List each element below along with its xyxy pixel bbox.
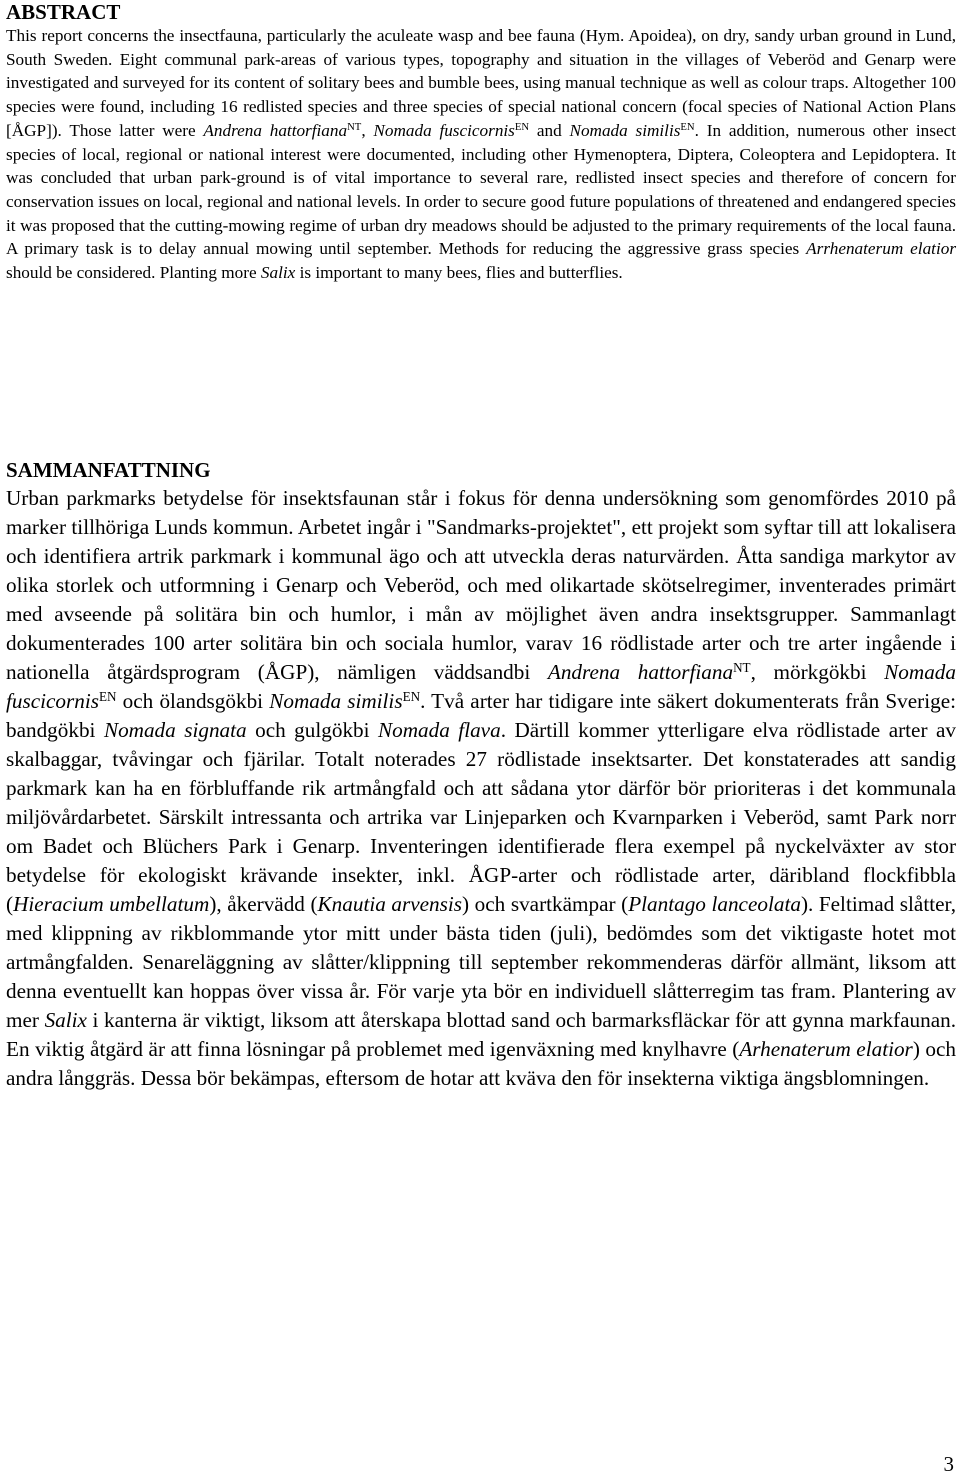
text-run: ), åkervädd ( bbox=[209, 892, 318, 916]
species-name: Andrena hattorfiana bbox=[203, 120, 348, 140]
text-run: . Därtill kommer ytterligare elva rödlistade arter av skalbaggar, tvåvingar och fjärilar. Totalt noterades 27 rödlistade insektsarter. Det konstaterades att sandig parkmark kan ha en förbluffande rik artmångfald och att sådana ytor därför bör prioriteras i det kommunala miljövårdarbetet. Särskilt intressanta och artrika var Linjeparken och Kvarnparken i Veberöd, samt Park norr om Badet och Blüchers Park i Genarp. Inventeringen identifierade flera exempel på nyckelväxter av stor betydelse för ekologiskt krävande insekter, inkl. ÅGP-arter och rödlistade arter, däribland flockfibbla ( bbox=[6, 718, 956, 916]
text-run: is important to many bees, flies and butterflies. bbox=[295, 263, 623, 283]
text-run: , mörkgökbi bbox=[750, 660, 885, 684]
text-run: Urban parkmarks betydelse för insektsfaunan står i fokus för denna undersökning som genomfördes 2010 på marker tillhöriga Lunds kommun. Arbetet ingår i "Sandmarks-projektet", ett projekt som syftar till att lokalisera och identifiera artrik parkmark i kommunal ägo och att utveckla deras naturvärden. Åtta sandiga markytor av olika storlek och utformning i Genarp och Veberöd, och med olikartade skötselregimer, inventerades primärt med avseende på solitära bin och humlor, i mån av möjlighet även andra insektsgrupper. Sammanlagt dokumenterades 100 arter solitära bin och sociala humlor, varav 16 rödlistade arter och tre arter ingående i nationella åtgärdsprogram (ÅGP), nämligen väddsandbi bbox=[6, 486, 956, 684]
redlist-status: EN bbox=[680, 121, 695, 133]
species-name: Nomada similis bbox=[569, 120, 681, 140]
species-name: Nomada similis bbox=[269, 689, 403, 713]
redlist-status: NT bbox=[347, 121, 362, 133]
species-name: Hieracium umbellatum bbox=[13, 892, 210, 916]
redlist-status: EN bbox=[514, 121, 530, 133]
text-run: and bbox=[529, 120, 570, 140]
text-run: . Två arter har tidigare inte säkert dokumenterats från Sverige: bandgökbi bbox=[6, 689, 956, 742]
species-name: Salix bbox=[260, 263, 296, 283]
text-run: ) och svartkämpar ( bbox=[462, 892, 629, 916]
text-run: ). Feltimad slåtter, med klippning av rikblommande ytor mitt under bästa tiden (juli), bedömdes som det viktigaste hotet mot artmångfalden. Senareläggning av slåtter/klippning till september rekommenderas därför allmänt, liksom att denna eventuellt kan hoppas över vissa år. För varje yta bör en individuell slåtterregim tas fram. Plantering av mer bbox=[6, 892, 957, 1032]
abstract-body bbox=[6, 24, 956, 285]
redlist-status: NT bbox=[733, 659, 751, 675]
sammanfattning-section bbox=[6, 456, 956, 1093]
redlist-status: EN bbox=[99, 688, 117, 704]
species-name: Salix bbox=[44, 1008, 87, 1032]
redlist-status: EN bbox=[402, 688, 421, 704]
species-name: Arrhenaterum elatior bbox=[806, 239, 957, 259]
species-name: Nomada flava bbox=[378, 718, 501, 742]
text-run: . In addition, numerous other insect species of local, regional or national interest were documented, including other Hymenoptera, Diptera, Coleoptera and Lepidoptera. It was concluded that urban park-ground is of vital importance to several rare, redlisted insect species and therefore of concern for conservation issues on local, regional and national levels. In order to secure good future populations of threatened and endangered species it was proposed that the cutting-mowing regime of urban dry meadows should be adjusted to the primary requirements of the local fauna. A primary task is to delay annual mowing until september. Methods for reducing the aggressive grass species bbox=[6, 120, 956, 259]
species-name: Nomada fuscicornis bbox=[373, 120, 515, 140]
species-name: Andrena hattorfiana bbox=[547, 660, 734, 684]
text-run: should be considered. Planting more bbox=[6, 263, 261, 283]
text-run: och gulgökbi bbox=[246, 718, 379, 742]
text-run: ) och andra långgräs. Dessa bör bekämpas, eftersom de hotar att kväva den för insekterna viktiga ängsblomningen. bbox=[6, 1037, 957, 1090]
text-run: och ölandsgökbi bbox=[116, 689, 270, 713]
abstract-section bbox=[6, 0, 956, 285]
text-run: , bbox=[361, 120, 374, 140]
page-number: 3 bbox=[943, 1452, 954, 1476]
species-name: Nomada fuscicornis bbox=[6, 660, 956, 713]
species-name: Plantago lanceolata bbox=[628, 892, 801, 916]
species-name: Arhenaterum elatior bbox=[739, 1037, 913, 1061]
species-name: Knautia arvensis bbox=[317, 892, 463, 916]
abstract-heading: ABSTRACT bbox=[6, 0, 121, 24]
text-run: i kanterna är viktigt, liksom att återskapa blottad sand och barmarksfläckar för att gynna markfaunan. En viktig åtgärd är att finna lösningar på problemet med igenväxning med knylhavre ( bbox=[6, 1008, 956, 1061]
sammanfattning-heading: SAMMANFATTNING bbox=[6, 458, 211, 482]
sammanfattning-body bbox=[6, 484, 956, 1093]
species-name: Nomada signata bbox=[103, 718, 247, 742]
text-run: This report concerns the insectfauna, particularly the aculeate wasp and bee fauna (Hym. Apoidea), on dry, sandy urban ground in Lund, South Sweden. Eight communal park-areas of various types, topography and situation in the villages of Veberöd and Genarp were investigated and surveyed for its content of solitary bees and bumble bees, using manual technique as well as colour traps. Altogether 100 species were found, including 16 redlisted species and three species of special national concern (focal species of National Action Plans [ÅGP]). Those latter were bbox=[6, 26, 956, 140]
